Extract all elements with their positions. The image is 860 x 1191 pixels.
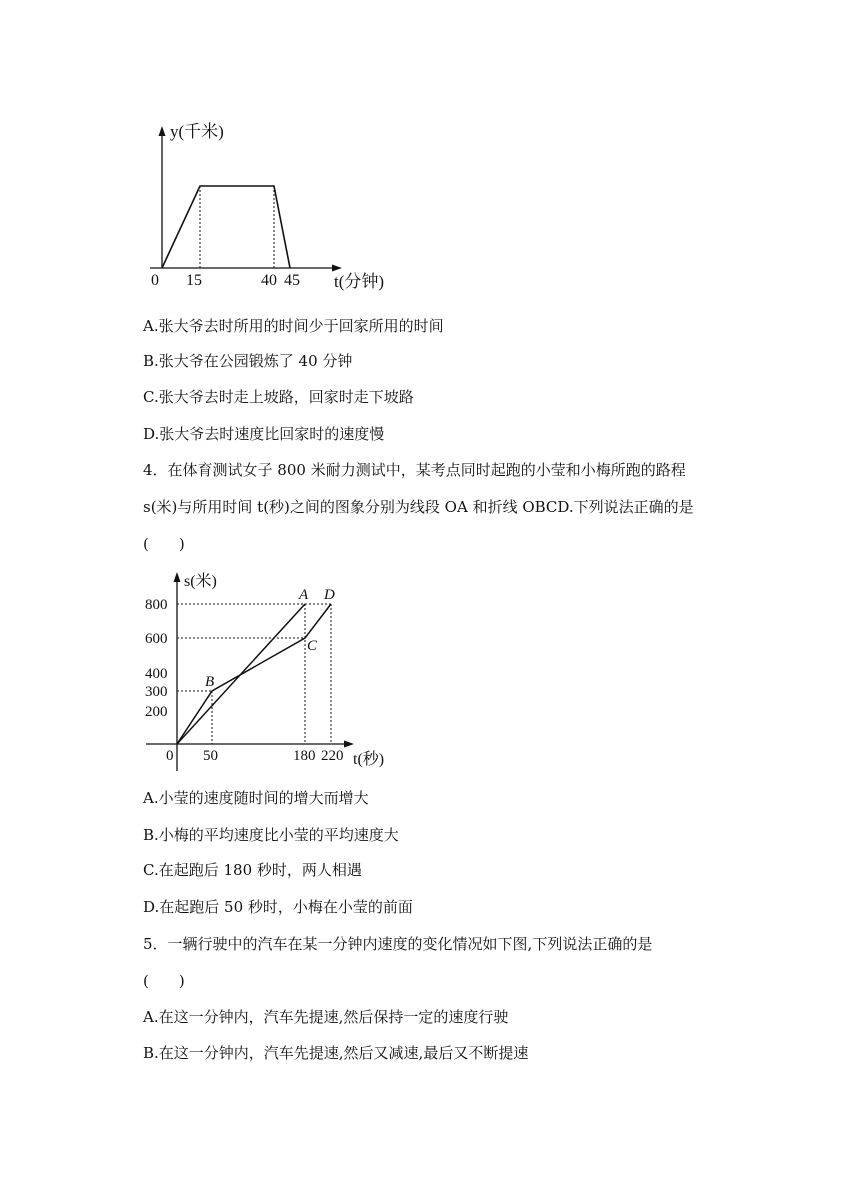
q4-stem-line-2: s(米)与所用时间 t(秒)之间的图象分别为线段 OA 和折线 OBCD.下列说法正确的是 bbox=[143, 498, 694, 516]
graph-1-x-arrow bbox=[332, 265, 342, 272]
q3-option-b: B.张大爷在公园锻炼了 40 分钟 bbox=[143, 352, 353, 370]
graph-2-y-tick-200: 200 bbox=[145, 704, 168, 720]
graph-2-axes bbox=[146, 578, 348, 771]
graph-1-x-tick-40: 40 bbox=[261, 272, 277, 289]
graph-2-x-tick-220: 220 bbox=[321, 748, 344, 764]
graph-2-guides bbox=[177, 604, 331, 744]
graph-2-x-tick-180: 180 bbox=[293, 748, 316, 764]
graph-2-distance-time bbox=[0, 560, 860, 780]
graph-2-y-tick-600: 600 bbox=[145, 631, 168, 647]
q4-option-a: A.小莹的速度随时间的增大而增大 bbox=[143, 789, 369, 807]
graph-1-path bbox=[162, 186, 290, 268]
graph-2-point-d: D bbox=[324, 587, 335, 603]
q5-option-a: A.在这一分钟内，汽车先提速,然后保持一定的速度行驶 bbox=[143, 1008, 509, 1026]
graph-2-x-tick-50: 50 bbox=[203, 748, 218, 764]
q5-answer-paren: ( ) bbox=[143, 972, 185, 990]
graph-1-x-tick-15: 15 bbox=[186, 272, 202, 289]
graph-2-point-a: A bbox=[299, 587, 309, 603]
q4-option-c: C.在起跑后 180 秒时，两人相遇 bbox=[143, 861, 362, 879]
graph-2-x-label: t(秒) bbox=[353, 751, 385, 768]
q5-option-b: B.在这一分钟内，汽车先提速,然后又减速,最后又不断提速 bbox=[143, 1044, 529, 1062]
q4-stem-line-1: 4．在体育测试女子 800 米耐力测试中，某考点同时起跑的小莹和小梅所跑的路程 bbox=[143, 461, 686, 479]
q5-stem-line-1: 5．一辆行驶中的汽车在某一分钟内速度的变化情况如下图,下列说法正确的是 bbox=[143, 935, 653, 953]
graph-2-y-tick-300: 300 bbox=[145, 684, 168, 700]
graph-2-origin: 0 bbox=[166, 748, 174, 764]
graph-1-origin: 0 bbox=[151, 272, 159, 289]
graph-1-y-label: y(千米) bbox=[170, 122, 224, 141]
graph-2-y-arrow bbox=[174, 572, 181, 582]
graph-2-y-tick-800: 800 bbox=[145, 597, 168, 613]
graph-1-time-distance bbox=[0, 0, 860, 300]
q4-option-b: B.小梅的平均速度比小莹的平均速度大 bbox=[143, 826, 399, 844]
graph-2-x-arrow bbox=[344, 741, 354, 748]
q4-option-d: D.在起跑后 50 秒时，小梅在小莹的前面 bbox=[143, 898, 413, 916]
q3-option-a: A.张大爷去时所用的时间少于回家所用的时间 bbox=[143, 317, 444, 335]
graph-1-axes bbox=[150, 132, 336, 268]
graph-2-polyline-obcd bbox=[177, 604, 331, 744]
q3-option-d: D.张大爷去时速度比回家时的速度慢 bbox=[143, 425, 385, 443]
graph-1-x-tick-45: 45 bbox=[284, 272, 300, 289]
graph-2-point-b: B bbox=[205, 674, 215, 690]
q3-option-c: C.张大爷去时走上坡路，回家时走下坡路 bbox=[143, 388, 414, 406]
graph-1-x-label: t(分钟) bbox=[334, 272, 385, 291]
graph-2-point-c: C bbox=[307, 638, 318, 654]
graph-1-guides bbox=[200, 186, 274, 268]
q4-answer-paren: ( ) bbox=[143, 535, 185, 553]
graph-1-y-arrow bbox=[159, 126, 166, 136]
graph-2-y-tick-400: 400 bbox=[145, 666, 168, 682]
graph-2-y-label: s(米) bbox=[184, 573, 217, 590]
